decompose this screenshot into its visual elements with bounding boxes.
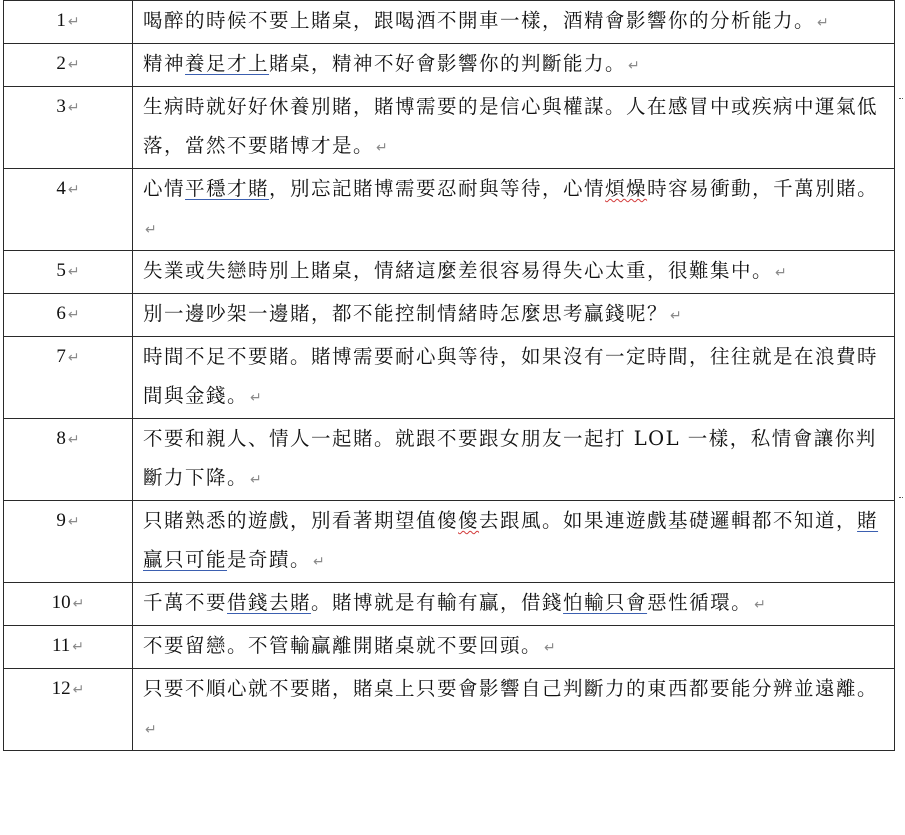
rule-text: 。賭博就是有輸有贏，借錢 [311,591,564,614]
paragraph-mark-icon: ↵ [72,596,85,612]
rule-text: 去跟風。如果連遊戲基礎邏輯都不知道， [479,509,858,532]
paragraph-mark-icon: ↵ [72,639,85,655]
rule-text: 時間不足不要賭。賭博需要耐心與等待，如果沒有一定時間，往往就是在浪費時間與金錢。 [143,345,879,407]
paragraph-mark-icon: ↵ [67,514,80,530]
row-number: 12 [51,678,71,699]
rules-table [3,0,895,751]
rule-text: 精神 [143,52,186,75]
row-number-cell [4,44,133,87]
paragraph-mark-icon: ↵ [67,264,80,280]
rule-text-cell [133,169,895,251]
rules-table-body [4,1,895,751]
table-row [4,251,895,294]
row-number-cell [4,251,133,294]
paragraph-mark-icon: ↵ [67,307,80,323]
paragraph-mark-icon: ↵ [817,15,831,31]
rule-text: 心情 [143,177,186,200]
rule-text: 惡性循環。 [647,591,753,614]
rule-text: 只賭熟悉的遊戲，別看著期望值傻 [143,509,459,532]
table-row [4,294,895,337]
rule-text-cell [133,501,895,583]
paragraph-mark-icon: ↵ [250,390,264,406]
row-number: 10 [51,592,71,613]
rule-text: 是奇蹟。 [227,548,312,571]
paragraph-mark-icon: ↵ [67,432,80,448]
underlined-text: 借錢去賭 [227,591,312,614]
table-row [4,87,895,169]
row-number-cell [4,294,133,337]
rule-text: 千萬不要 [143,591,228,614]
row-number: 5 [56,260,66,281]
rule-text: 喝醉的時候不要上賭桌，跟喝酒不開車一樣，酒精會影響你的分析能力。 [143,9,816,32]
rule-text-cell [133,626,895,669]
paragraph-mark-icon: ↵ [145,722,159,738]
table-row [4,337,895,419]
row-number: 7 [56,346,66,367]
row-number-cell [4,669,133,751]
rule-text-cell [133,251,895,294]
paragraph-mark-icon: ↵ [67,100,80,116]
underlined-text: 怕輸只會 [563,591,648,614]
paragraph-mark-icon: ↵ [67,57,80,73]
rule-text-cell [133,337,895,419]
rule-text: ，別忘記賭博需要忍耐與等待，心情 [269,177,606,200]
rule-text: 別一邊吵架一邊賭，都不能控制情緒時怎麼思考贏錢呢？ [143,302,669,325]
table-row [4,669,895,751]
rule-text: 不要留戀。不管輸贏離開賭桌就不要回頭。 [143,634,543,657]
table-row [4,583,895,626]
table-row [4,419,895,501]
rule-text: 只要不順心就不要賭，賭桌上只要會影響自己判斷力的東西都要能分辨並遠離。 [143,677,879,700]
table-row [4,626,895,669]
row-number-cell [4,501,133,583]
row-number-cell [4,583,133,626]
rule-text-cell [133,419,895,501]
paragraph-mark-icon: ↵ [376,140,390,156]
rule-text-cell [133,294,895,337]
rule-text-cell [133,669,895,751]
paragraph-mark-icon: ↵ [250,472,264,488]
right-margin-mark [899,497,903,501]
row-number: 1 [56,10,66,31]
row-number: 2 [56,53,66,74]
paragraph-mark-icon: ↵ [775,265,789,281]
rule-text: 不要和親人、情人一起賭。就跟不要跟女朋友一起打 LOL 一樣，私情會讓你判斷力下降。 [143,427,877,489]
row-number: 9 [56,510,66,531]
spellcheck-flagged-text: 傻 [458,509,480,532]
right-margin-mark [899,98,903,102]
paragraph-mark-icon: ↵ [544,640,558,656]
paragraph-mark-icon: ↵ [67,182,80,198]
row-number-cell [4,169,133,251]
paragraph-mark-icon: ↵ [628,58,642,74]
table-row [4,169,895,251]
rule-text-cell [133,44,895,87]
row-number: 11 [51,635,71,656]
rule-text: 賭桌，精神不好會影響你的判斷能力。 [269,52,627,75]
table-row [4,501,895,583]
row-number: 8 [56,428,66,449]
row-number-cell [4,87,133,169]
paragraph-mark-icon: ↵ [754,597,768,613]
row-number-cell [4,419,133,501]
paragraph-mark-icon: ↵ [67,14,80,30]
row-number: 6 [56,303,66,324]
row-number-cell [4,626,133,669]
rule-text-cell [133,1,895,44]
underlined-text: 賭贏只可能 [143,509,879,571]
paragraph-mark-icon: ↵ [670,308,684,324]
row-number-cell [4,1,133,44]
rule-text: 生病時就好好休養別賭，賭博需要的是信心與權謀。人在感冒中或疾病中運氣低落，當然不要賭博才是。 [143,95,879,157]
spellcheck-flagged-text: 煩燥 [605,177,648,200]
rule-text-cell [133,87,895,169]
rule-text-cell [133,583,895,626]
table-row [4,44,895,87]
paragraph-mark-icon: ↵ [313,554,327,570]
paragraph-mark-icon: ↵ [67,350,80,366]
paragraph-mark-icon: ↵ [72,682,85,698]
row-number-cell [4,337,133,419]
underlined-text: 平穩才賭 [185,177,270,200]
rule-text: 時容易衝動，千萬別賭。 [647,177,879,200]
table-row [4,1,895,44]
underlined-text: 養足才上 [185,52,270,75]
row-number: 3 [56,96,66,117]
rule-text: 失業或失戀時別上賭桌，情緒這麼差很容易得失心太重，很難集中。 [143,259,774,282]
row-number: 4 [56,178,66,199]
paragraph-mark-icon: ↵ [145,222,159,238]
